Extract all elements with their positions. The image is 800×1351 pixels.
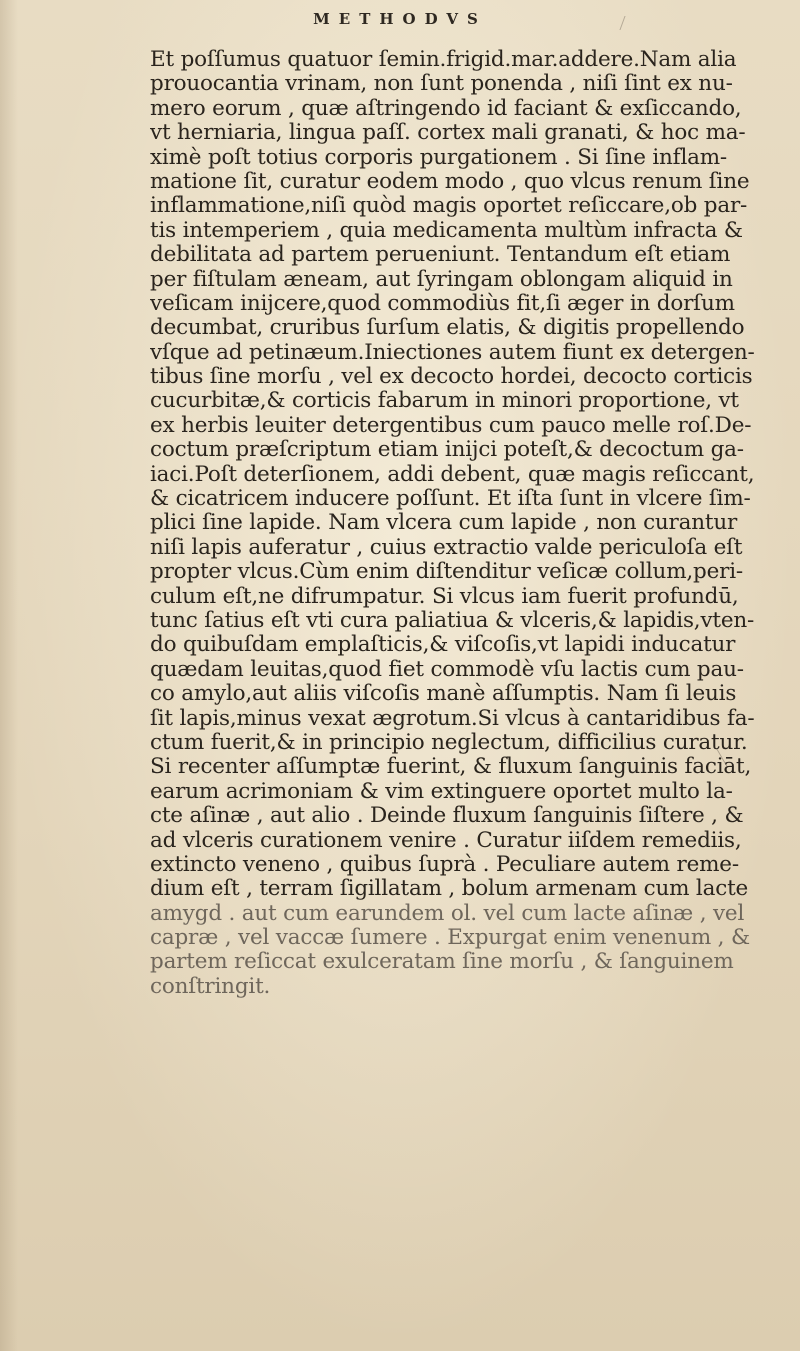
text-line: ximè poſt totius corporis purgationem . Si ſine inflam-	[150, 145, 727, 170]
text-line: quædam leuitas,quod fiet commodè vſu lactis cum pau-	[150, 657, 744, 682]
text-line: Si recenter aſſumptæ fuerint, & fluxum ſanguinis faciāt,	[150, 755, 752, 780]
text-line: extincto veneno , quibus ſuprà . Peculiare autem reme-	[150, 852, 739, 877]
text-line: prouocantia vrinam, non ſunt ponenda , niſi ſint ex nu-	[150, 72, 733, 97]
text-line: matione ſit, curatur eodem modo , quo vlcus renum ſine	[150, 169, 750, 194]
text-line: ad vlceris curationem venire . Curatur iiſdem remediis,	[150, 828, 742, 853]
text-line: debilitata ad partem perueniunt. Tentandum eſt etiam	[150, 243, 731, 268]
text-line: & cicatricem inducere poſſunt. Et iſta ſunt in vlcere ſim-	[150, 487, 751, 512]
text-line: per fiſtulam æneam, aut ſyringam oblongam aliquid in	[150, 267, 733, 292]
text-line: tibus ſine morſu , vel ex decocto hordei, decocto corticis	[150, 365, 753, 390]
text-line: plici ſine lapide. Nam vlcera cum lapide , non curantur	[150, 511, 738, 536]
text-line: ctum fuerit,& in principio neglectum, difficilius curatur.	[150, 730, 748, 755]
text-line: ſit lapis,minus vexat ægrotum.Si vlcus à cantaridibus fa-	[150, 706, 755, 731]
text-line: decumbat, cruribus ſurſum elatis, & digitis propellendo	[150, 316, 745, 341]
text-line: vſque ad petinæum.Iniectiones autem fiunt ex detergen-	[150, 340, 755, 365]
text-line: amygd . aut cum earundem ol. vel cum lacte aſinæ , vel	[150, 901, 745, 926]
text-line: niſi lapis auferatur , cuius extractio valde periculoſa eſt	[150, 535, 743, 560]
text-line: Et poſſumus quatuor ſemin.frigid.mar.addere.Nam alia	[150, 48, 737, 72]
text-line: coctum præſcriptum etiam inijci poteſt,& decoctum ga-	[150, 438, 744, 463]
body-text	[150, 48, 790, 999]
text-line: cte aſinæ , aut alio . Deinde fluxum ſanguinis ſiſtere , &	[150, 804, 744, 829]
text-line: veſicam inijcere,quod commodiùs fit,ſi æger in dorſum	[150, 291, 735, 316]
text-line: tis intemperiem , quia medicamenta multùm infracta &	[150, 218, 743, 243]
text-line: cucurbitæ,& corticis fabarum in minori proportione, vt	[150, 389, 739, 414]
page-edge-shadow	[0, 0, 18, 1351]
text-line: conſtringit.	[150, 974, 271, 999]
text-line: co amylo,aut aliis viſcoſis manè aſſumptis. Nam ſi leuis	[150, 682, 737, 707]
running-title: METHODVS	[313, 10, 487, 28]
text-line: tunc ſatius eſt vti cura paliatiua & vlceris,& lapidis,vten-	[150, 608, 755, 633]
text-line: earum acrimoniam & vim extinguere oportet multo la-	[150, 779, 733, 804]
text-line: ex herbis leuiter detergentibus cum pauco melle roſ.De-	[150, 413, 752, 438]
text-line: capræ , vel vaccæ ſumere . Expurgat enim venenum , &	[150, 926, 750, 951]
text-line: vt herniaria, lingua paſſ. cortex mali granati, & hoc ma-	[150, 121, 746, 146]
text-line: mero eorum , quæ aſtringendo id faciant & exſiccando,	[150, 96, 742, 121]
text-line: inflammatione,niſi quòd magis oportet reſiccare,ob par-	[150, 194, 748, 219]
text-line: propter vlcus.Cùm enim diſtenditur veſicæ collum,peri-	[150, 560, 743, 585]
text-line: do quibuſdam emplaſticis,& viſcoſis,vt lapidi inducatur	[150, 633, 736, 658]
text-line: culum eſt,ne difrumpatur. Si vlcus iam fuerit profundū,	[150, 584, 739, 609]
text-line: partem reſiccat exulceratam ſine morſu , & ſanguinem	[150, 950, 734, 975]
text-line: iaci.Poſt deterſionem, addi debent, quæ magis reſiccant,	[150, 462, 755, 487]
text-line: dium eſt , terram ſigillatam , bolum armenam cum lacte	[150, 877, 749, 902]
